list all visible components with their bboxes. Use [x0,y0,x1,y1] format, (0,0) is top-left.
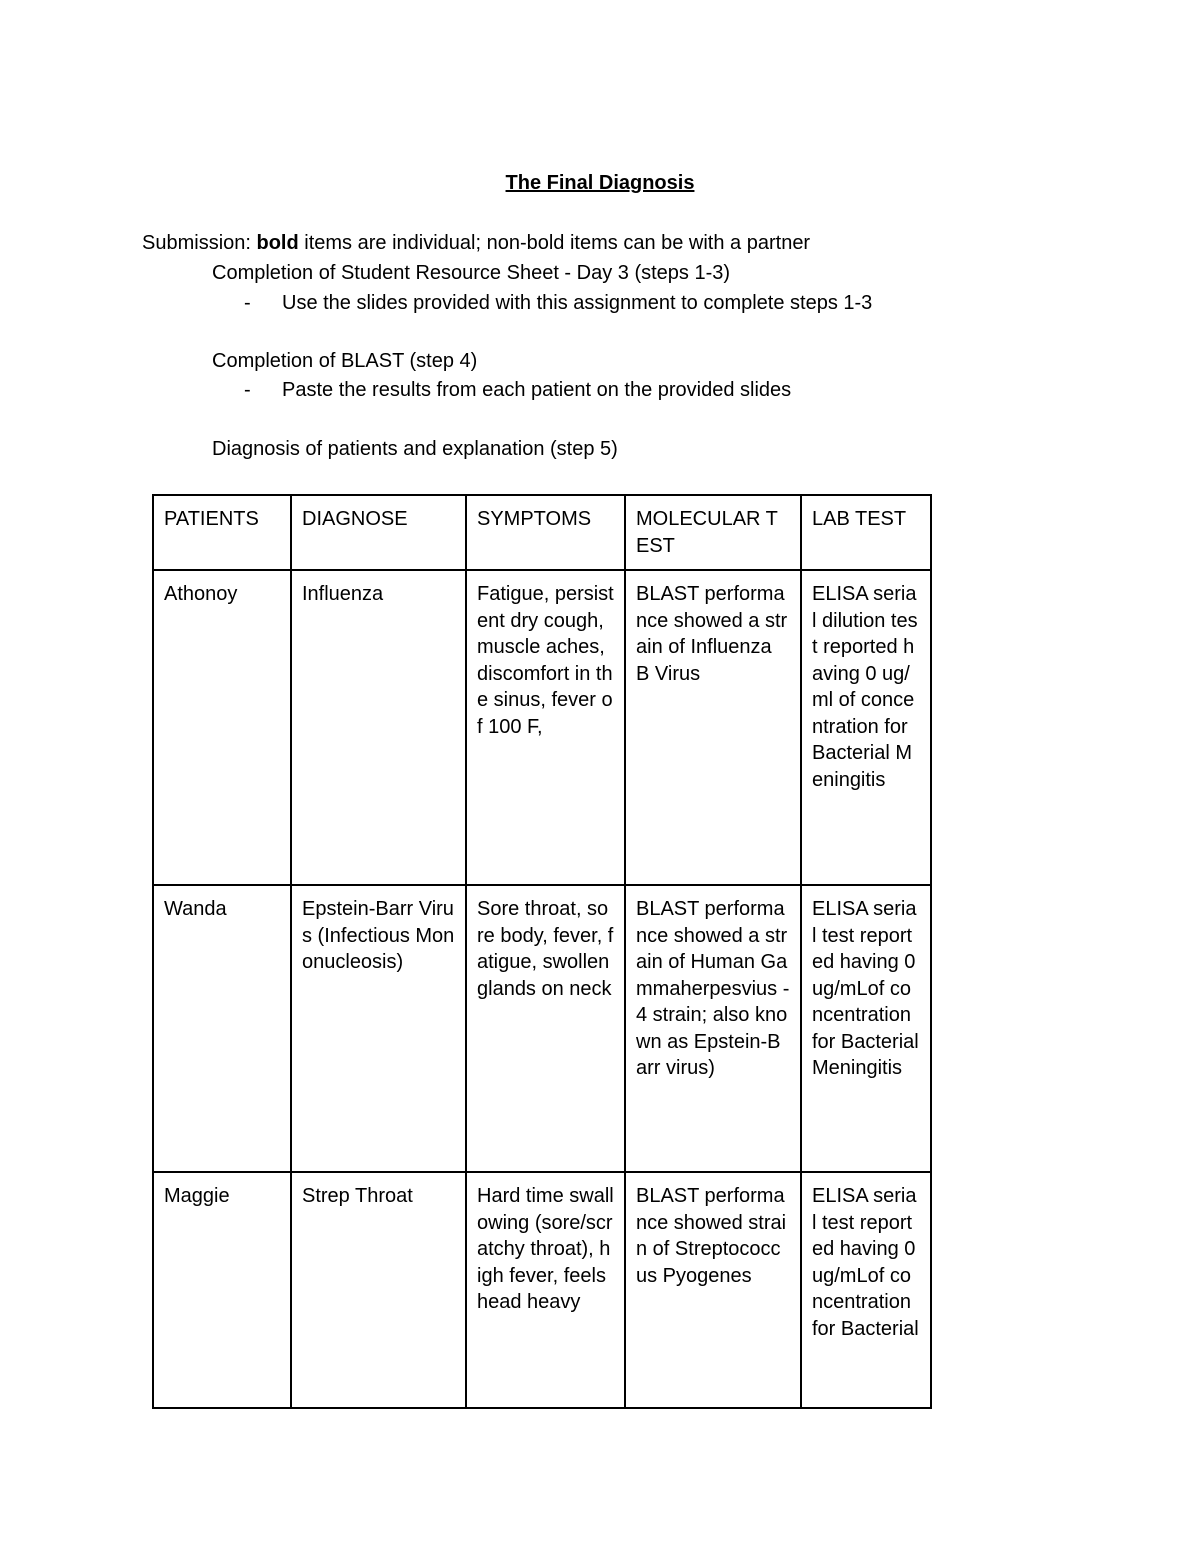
cell-patient: Wanda [153,885,291,1172]
header-lab-test: LAB TEST [801,495,931,570]
cell-symptoms: Hard time swallowing (sore/scratchy throat), high fever, feels head heavy [466,1172,625,1408]
table-row [153,1172,931,1408]
cell-patient: Maggie [153,1172,291,1408]
cell-diagnose: Strep Throat [291,1172,466,1408]
cell-molecular-test: BLAST performance showed a strain of Influenza B Virus [625,570,801,885]
cell-diagnose: Epstein-Barr Virus (Infectious Mononucleosis) [291,885,466,1172]
header-symptoms: SYMPTOMS [466,495,625,570]
table-header-row [153,495,931,570]
header-diagnose: DIAGNOSE [291,495,466,570]
subitem-use-slides: Use the slides provided with this assignment to complete steps 1-3 [282,292,873,314]
cell-patient: Athonoy [153,570,291,885]
diagnosis-table [152,494,932,1409]
cell-diagnose: Influenza [291,570,466,885]
cell-lab-test: ELISA serial test reported having 0 ug/mLof concentration for Bacterial Meningitis [801,885,931,1172]
cell-molecular-test: BLAST performance showed strain of Streptococcus Pyogenes [625,1172,801,1408]
table-row [153,885,931,1172]
cell-lab-test: ELISA serial test reported having 0 ug/mLof concentration for Bacterial [801,1172,931,1408]
cell-molecular-test: BLAST performance showed a strain of Human Gammaherpesvius -4 strain; also known as Epstein-Barr virus) [625,885,801,1172]
document-title: The Final Diagnosis [505,172,695,194]
cell-symptoms: Fatigue, persistent dry cough, muscle aches, discomfort in the sinus, fever of 100 F, [466,570,625,885]
item-student-resource-sheet: Completion of Student Resource Sheet - Day 3 (steps 1-3) [212,262,731,284]
submission-bold-word: bold [256,232,299,254]
header-patients: PATIENTS [153,495,291,570]
submission-rest: items are individual; non-bold items can be with a partner [298,232,811,254]
submission-label: Submission: [142,232,257,254]
table-row [153,570,931,885]
subitem-paste-results: Paste the results from each patient on the provided slides [282,379,792,401]
cell-lab-test: ELISA serial dilution test reported having 0 ug/ml of concentration for Bacterial Meningitis [801,570,931,885]
bullet-dash: - [244,292,251,314]
submission-line [142,231,810,255]
header-molecular-test: MOLECULAR TEST [625,495,801,570]
item-diagnosis-explanation: Diagnosis of patients and explanation (step 5) [212,438,618,460]
item-completion-blast: Completion of BLAST (step 4) [212,350,478,372]
bullet-dash: - [244,379,251,401]
cell-symptoms: Sore throat, sore body, fever, fatigue, swollen glands on neck [466,885,625,1172]
